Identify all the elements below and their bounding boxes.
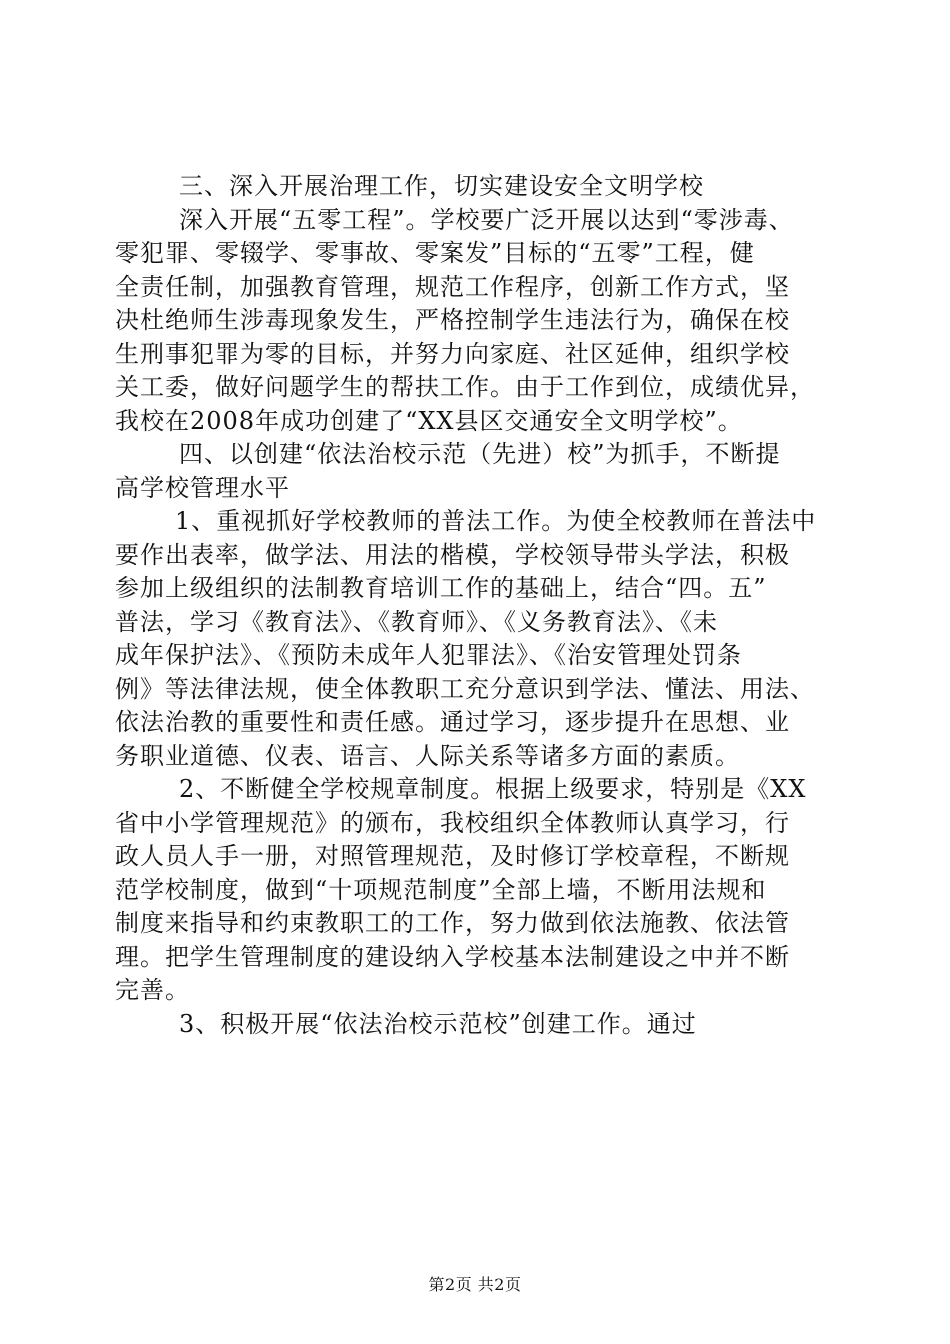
paragraph-line: 1、重视抓好学校教师的普法工作。为使全校教师在普法中 bbox=[175, 507, 817, 535]
page-number-footer: 第2页 共2页 bbox=[428, 1275, 522, 1294]
paragraph-line: 普法，学习《教育法》、《教育师》、《义务教育法》、《未 bbox=[115, 607, 718, 636]
paragraph-line: 理。把学生管理制度的建设纳入学校基本法制建设之中并不断 bbox=[115, 942, 790, 971]
paragraph-line: 参加上级组织的法制教育培训工作的基础上，结合“四。五” bbox=[115, 574, 767, 602]
paragraph-line: 省中小学管理规范》的颁布，我校组织全体教师认真学习，行 bbox=[115, 808, 790, 837]
document-body bbox=[115, 170, 835, 1041]
paragraph-line: 例》等法律法规，使全体教职工充分意识到学法、懂法、用法、 bbox=[115, 674, 815, 703]
paragraph-line: 2、不断健全学校规章制度。根据上级要求，特别是《XX bbox=[179, 775, 807, 803]
paragraph-line: 制度来指导和约束教职工的工作，努力做到依法施教、依法管 bbox=[115, 909, 790, 937]
paragraph-line: 范学校制度，做到“十项规范制度”全部上墙，不断用法规和 bbox=[115, 875, 767, 904]
paragraph-line: 完善。 bbox=[115, 976, 190, 1004]
paragraph-line: 深入开展“五零工程”。学校要广泛开展以达到“零涉毒、 bbox=[179, 205, 794, 234]
paragraph-line: 务职业道德、仪表、语言、人际关系等诸多方面的素质。 bbox=[115, 741, 740, 770]
paragraph-line: 零犯罪、零辍学、零事故、零案发”目标的“五零”工程，健 bbox=[115, 239, 755, 267]
paragraph-line: 全责任制，加强教育管理，规范工作程序，创新工作方式，坚 bbox=[115, 272, 790, 301]
paragraph-line: 3、积极开展“依法治校示范校”创建工作。通过 bbox=[179, 1009, 697, 1038]
paragraph-line: 我校在2008年成功创建了“XX县区交通安全文明学校”。 bbox=[115, 406, 743, 435]
paragraph-line: 政人员人手一册，对照管理规范，及时修订学校章程，不断规 bbox=[115, 842, 790, 870]
section-heading-3: 三、深入开展治理工作，切实建设安全文明学校 bbox=[179, 172, 704, 200]
paragraph-line: 要作出表率，做学法、用法的楷模，学校领导带头学法，积极 bbox=[115, 540, 790, 569]
paragraph-line: 成年保护法》、《预防未成年人犯罪法》、《治安管理处罚条 bbox=[115, 641, 742, 669]
paragraph-line: 生刑事犯罪为零的目标，并努力向家庭、社区延伸，组织学校 bbox=[115, 339, 790, 368]
section-heading-4: 四、以创建“依法治校示范（先进）校”为抓手，不断提 bbox=[179, 440, 781, 468]
paragraph-line: 关工委，做好问题学生的帮扶工作。由于工作到位，成绩优异， bbox=[115, 373, 815, 401]
paragraph-line: 依法治教的重要性和责任感。通过学习，逐步提升在思想、业 bbox=[115, 708, 790, 736]
section-heading-4-continued: 高学校管理水平 bbox=[115, 473, 290, 502]
paragraph-line: 决杜绝师生涉毒现象发生，严格控制学生违法行为，确保在校 bbox=[115, 306, 790, 334]
